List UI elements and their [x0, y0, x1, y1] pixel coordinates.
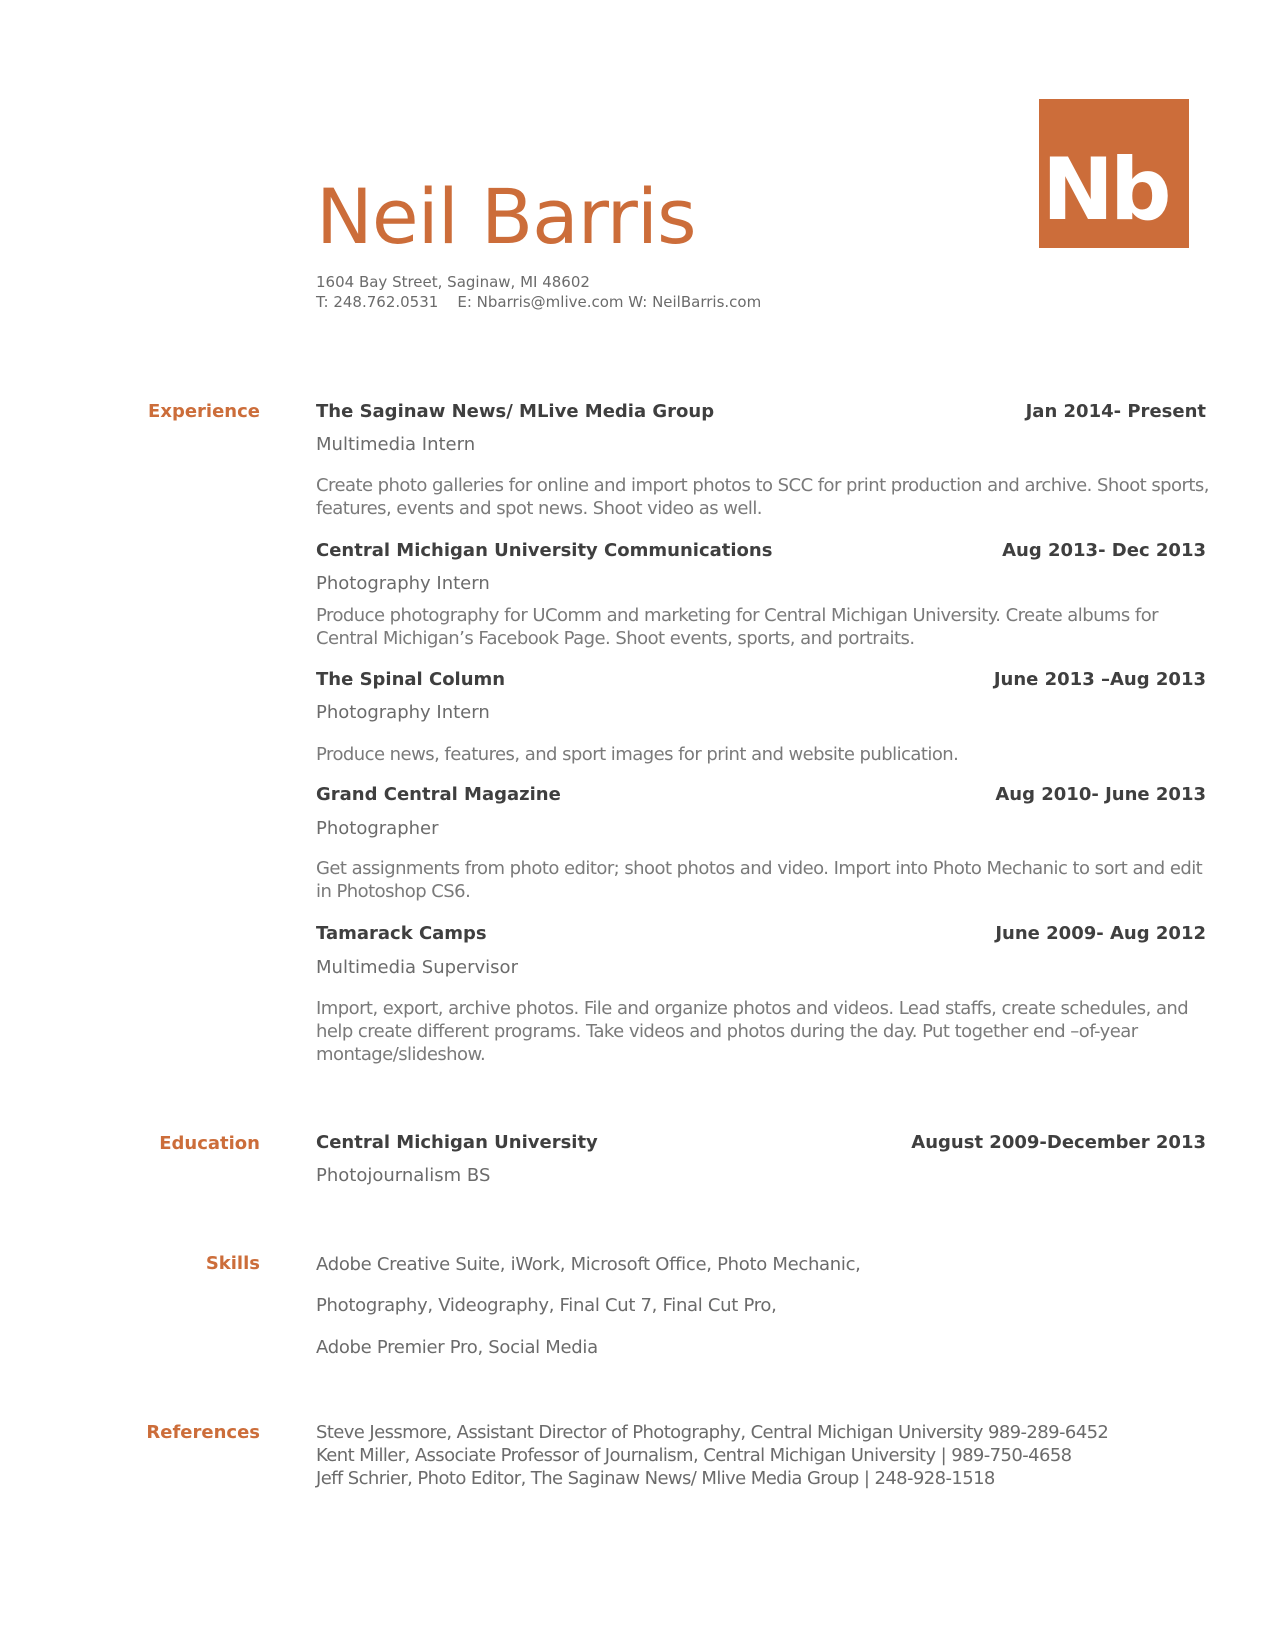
job-organization: Grand Central Magazine	[316, 784, 561, 805]
job-role: Multimedia Intern	[316, 434, 476, 455]
job-organization: Central Michigan University Communications	[316, 540, 773, 561]
job-description: Produce news, features, and sport images for print and website publication.	[316, 744, 959, 765]
job-dates: Aug 2010- June 2013	[995, 784, 1206, 805]
monogram-logo	[1039, 99, 1189, 248]
job-dates: June 2009- Aug 2012	[995, 923, 1206, 944]
candidate-name: Neil Barris	[316, 172, 696, 261]
job-organization: Tamarack Camps	[316, 923, 487, 944]
job-header	[316, 783, 1206, 807]
job-role: Photography Intern	[316, 702, 490, 723]
reference-line: Kent Miller, Associate Professor of Journalism, Central Michigan University | 989-750-4658	[316, 1445, 1072, 1466]
skills-line: Adobe Premier Pro, Social Media	[316, 1337, 598, 1358]
job-header	[316, 400, 1206, 424]
job-description: Produce photography for UComm and marketing for Central Michigan University. Create albums for Central Michigan’s Facebook Page. Shoot events, sports, and portraits.	[316, 605, 1159, 649]
job-header	[316, 668, 1206, 692]
job-role: Photographer	[316, 818, 439, 839]
job-role: Multimedia Supervisor	[316, 957, 518, 978]
school-name: Central Michigan University	[316, 1132, 598, 1153]
skills-line: Photography, Videography, Final Cut 7, Final Cut Pro,	[316, 1295, 777, 1316]
monogram-text: Nb	[1042, 140, 1168, 240]
job-description: Import, export, archive photos. File and organize photos and videos. Lead staffs, create schedules, and help create different programs. Take videos and photos during the day. Put together end –of-year montage/slideshow.	[316, 998, 1189, 1065]
experience-label: Experience	[148, 401, 260, 422]
job-header	[316, 539, 1206, 563]
education-header	[316, 1131, 1206, 1155]
address-line: 1604 Bay Street, Saginaw, MI 48602	[316, 273, 590, 291]
job-organization: The Saginaw News/ MLive Media Group	[316, 401, 715, 422]
reference-line: Steve Jessmore, Assistant Director of Photography, Central Michigan University 989-289-6452	[316, 1422, 1109, 1443]
contact-line: T: 248.762.0531 E: Nbarris@mlive.com W: NeilBarris.com	[316, 293, 762, 311]
education-label: Education	[159, 1133, 260, 1154]
job-dates: Aug 2013- Dec 2013	[1002, 540, 1206, 561]
job-description: Get assignments from photo editor; shoot photos and video. Import into Photo Mechanic to sort and edit in Photoshop CS6.	[316, 858, 1203, 902]
references-label: References	[146, 1422, 260, 1443]
degree: Photojournalism BS	[316, 1165, 491, 1186]
skills-line: Adobe Creative Suite, iWork, Microsoft Office, Photo Mechanic,	[316, 1254, 861, 1275]
job-header	[316, 922, 1206, 946]
job-organization: The Spinal Column	[316, 669, 506, 690]
job-dates: Jan 2014- Present	[1025, 401, 1206, 422]
job-description: Create photo galleries for online and import photos to SCC for print production and archive. Shoot sports, features, events and spot news. Shoot video as well.	[316, 475, 1209, 519]
job-dates: June 2013 –Aug 2013	[993, 669, 1206, 690]
job-role: Photography Intern	[316, 573, 490, 594]
contact-block	[316, 272, 761, 312]
education-dates: August 2009-December 2013	[911, 1132, 1206, 1153]
skills-label: Skills	[205, 1253, 260, 1274]
reference-line: Jeff Schrier, Photo Editor, The Saginaw News/ Mlive Media Group | 248-928-1518	[316, 1468, 995, 1489]
